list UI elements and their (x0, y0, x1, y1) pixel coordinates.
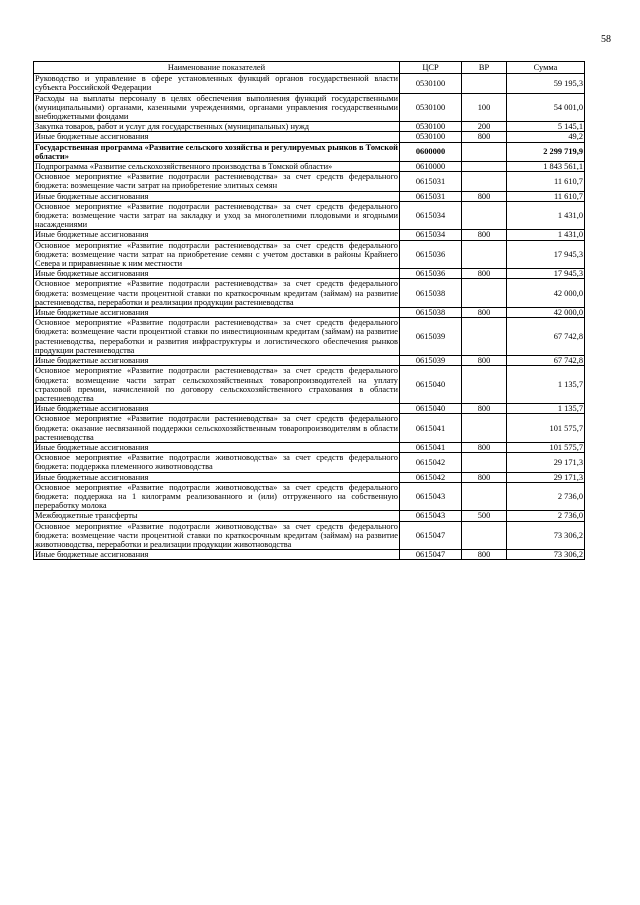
row-csr-cell: 0615047 (400, 550, 462, 560)
table-row (34, 453, 585, 472)
row-csr-cell: 0615034 (400, 230, 462, 240)
table-row (34, 230, 585, 240)
row-name-cell: Иные бюджетные ассигнования (34, 191, 400, 201)
table-row (34, 521, 585, 550)
header-name: Наименование показателей (34, 62, 400, 74)
row-vr-cell (462, 201, 507, 230)
table-row (34, 482, 585, 511)
row-sum-cell: 17 945,3 (507, 240, 585, 269)
row-csr-cell: 0615040 (400, 404, 462, 414)
row-sum-cell: 1 431,0 (507, 201, 585, 230)
row-name-cell: Иные бюджетные ассигнования (34, 308, 400, 318)
page-number: 58 (601, 34, 611, 45)
row-name-cell: Межбюджетные трансферты (34, 511, 400, 521)
row-name-cell: Иные бюджетные ассигнования (34, 230, 400, 240)
row-csr-cell: 0530100 (400, 93, 462, 122)
row-csr-cell: 0615043 (400, 482, 462, 511)
row-csr-cell: 0615041 (400, 414, 462, 443)
row-vr-cell (462, 74, 507, 93)
row-name-cell: Основное мероприятие «Развитие подотрасли животноводства» за счет средств федерального бюджета: возмещение части процентной ставки по краткосрочным кредитам (займам) на развитие животноводства, переработки и реализации продукции животноводства (35, 521, 398, 549)
table-row (34, 122, 585, 132)
row-vr-cell: 100 (462, 93, 507, 122)
row-name-cell: Иные бюджетные ассигнования (34, 132, 400, 142)
row-name-cell: Основное мероприятие «Развитие подотрасли растениеводства» за счет средств федерального бюджета: возмещение части затрат на закладку и уход за многолетними плодовыми и ягодными насаждениями (35, 201, 398, 230)
row-name-cell: Расходы на выплаты персоналу в целях обеспечения выполнения функций государственными (муниципальными) органами, казенными учреждениями, органами управления государственными внебюджетными фондами (35, 93, 398, 122)
row-name-cell: Основное мероприятие «Развитие подотрасли животноводства» за счет средств федерального бюджета: поддержка на 1 килограмм реализованного и (или) отгруженного на собственную переработку молока (35, 482, 398, 511)
row-vr-cell (462, 240, 507, 269)
row-vr-cell: 800 (462, 308, 507, 318)
row-sum-cell: 2 736,0 (507, 511, 585, 521)
row-vr-cell: 200 (462, 122, 507, 132)
table-row (34, 142, 585, 161)
row-csr-cell: 0530100 (400, 122, 462, 132)
row-sum-cell: 101 575,7 (507, 442, 585, 452)
row-csr-cell: 0615034 (400, 201, 462, 230)
row-sum-cell: 17 945,3 (507, 269, 585, 279)
row-vr-cell: 800 (462, 404, 507, 414)
row-vr-cell: 800 (462, 442, 507, 452)
table-row (34, 201, 585, 230)
row-sum-cell: 11 610,7 (507, 172, 585, 191)
row-csr-cell: 0530100 (400, 74, 462, 93)
row-vr-cell (462, 521, 507, 550)
row-name-cell: Основное мероприятие «Развитие подотрасли растениеводства» за счет средств федерального бюджета: возмещение части затрат сельскохозяйственных товаропроизводителей на уплату страховой премии, начисленной по договору сельскохозяйственного страхования в области растениеводства (35, 366, 398, 403)
table-row (34, 550, 585, 560)
row-sum-cell: 54 001,0 (507, 93, 585, 122)
row-csr-cell: 0615036 (400, 269, 462, 279)
row-vr-cell (462, 453, 507, 472)
row-name-cell: Закупка товаров, работ и услуг для государственных (муниципальных) нужд (34, 122, 400, 132)
table-row (34, 404, 585, 414)
row-vr-cell: 500 (462, 511, 507, 521)
header-vr: ВР (462, 62, 507, 74)
row-csr-cell: 0615039 (400, 356, 462, 366)
row-name-cell: Иные бюджетные ассигнования (34, 404, 400, 414)
table-row (34, 172, 585, 191)
table-row (34, 191, 585, 201)
table-row (34, 356, 585, 366)
row-name-cell: Государственная программа «Развитие сельского хозяйства и регулируемых рынков в Томской области» (35, 142, 398, 161)
table-row (34, 442, 585, 452)
row-csr-cell: 0615043 (400, 511, 462, 521)
row-sum-cell: 42 000,0 (507, 308, 585, 318)
table-row (34, 472, 585, 482)
row-vr-cell (462, 162, 507, 172)
row-name-cell: Подпрограмма «Развитие сельскохозяйственного производства в Томской области» (34, 162, 400, 172)
row-sum-cell: 2 299 719,9 (507, 142, 585, 161)
header-sum: Сумма (507, 62, 585, 74)
row-sum-cell: 73 306,2 (507, 550, 585, 560)
row-vr-cell: 800 (462, 356, 507, 366)
row-sum-cell: 42 000,0 (507, 279, 585, 308)
row-csr-cell: 0615042 (400, 453, 462, 472)
row-csr-cell: 0600000 (400, 142, 462, 161)
row-vr-cell (462, 142, 507, 161)
row-vr-cell (462, 172, 507, 191)
row-sum-cell: 1 431,0 (507, 230, 585, 240)
row-sum-cell: 101 575,7 (507, 414, 585, 443)
row-vr-cell (462, 318, 507, 356)
row-vr-cell: 800 (462, 191, 507, 201)
row-sum-cell: 49,2 (507, 132, 585, 142)
row-sum-cell: 67 742,8 (507, 356, 585, 366)
row-vr-cell (462, 279, 507, 308)
row-csr-cell: 0615038 (400, 308, 462, 318)
table-row (34, 318, 585, 356)
row-vr-cell (462, 414, 507, 443)
row-vr-cell: 800 (462, 269, 507, 279)
row-name-cell: Основное мероприятие «Развитие подотрасли животноводства» за счет средств федерального бюджета: поддержка племенного животноводства (35, 453, 398, 472)
table-row (34, 269, 585, 279)
row-sum-cell: 73 306,2 (507, 521, 585, 550)
row-name-cell: Иные бюджетные ассигнования (34, 442, 400, 452)
row-name-cell: Руководство и управление в сфере установленных функций органов государственной власти субъекта Российской Федерации (35, 74, 398, 93)
row-name-cell: Основное мероприятие «Развитие подотрасли растениеводства» за счет средств федерального бюджета: возмещение части затрат на приобретение элитных семян (35, 172, 398, 191)
row-name-cell: Иные бюджетные ассигнования (34, 550, 400, 560)
row-csr-cell: 0615039 (400, 318, 462, 356)
row-vr-cell: 800 (462, 550, 507, 560)
row-name-cell: Иные бюджетные ассигнования (34, 269, 400, 279)
row-csr-cell: 0615042 (400, 472, 462, 482)
row-vr-cell: 800 (462, 230, 507, 240)
row-sum-cell: 1 135,7 (507, 404, 585, 414)
table-body (34, 74, 585, 560)
header-csr: ЦСР (400, 62, 462, 74)
row-sum-cell: 67 742,8 (507, 318, 585, 356)
row-csr-cell: 0530100 (400, 132, 462, 142)
row-sum-cell: 2 736,0 (507, 482, 585, 511)
row-sum-cell: 29 171,3 (507, 453, 585, 472)
row-csr-cell: 0610000 (400, 162, 462, 172)
row-name-cell: Иные бюджетные ассигнования (34, 356, 400, 366)
row-csr-cell: 0615031 (400, 191, 462, 201)
row-name-cell: Иные бюджетные ассигнования (34, 472, 400, 482)
table-row (34, 366, 585, 404)
row-name-cell: Основное мероприятие «Развитие подотрасли растениеводства» за счет средств федерального бюджета: оказание несвязанной поддержки сельскохозяйственным товаропроизводителям в области растениеводства (35, 414, 398, 442)
table-row (34, 240, 585, 269)
row-csr-cell: 0615040 (400, 366, 462, 404)
table-row (34, 511, 585, 521)
table-row (34, 74, 585, 93)
row-vr-cell (462, 482, 507, 511)
row-csr-cell: 0615047 (400, 521, 462, 550)
row-vr-cell: 800 (462, 472, 507, 482)
row-sum-cell: 1 135,7 (507, 366, 585, 404)
table-row (34, 132, 585, 142)
row-sum-cell: 1 843 561,1 (507, 162, 585, 172)
row-csr-cell: 0615036 (400, 240, 462, 269)
table-row (34, 279, 585, 308)
row-sum-cell: 5 145,1 (507, 122, 585, 132)
table-row (34, 162, 585, 172)
row-sum-cell: 11 610,7 (507, 191, 585, 201)
table-row (34, 414, 585, 443)
row-vr-cell (462, 366, 507, 404)
row-csr-cell: 0615038 (400, 279, 462, 308)
table-row (34, 308, 585, 318)
table-row (34, 93, 585, 122)
budget-table (33, 61, 585, 560)
row-sum-cell: 29 171,3 (507, 472, 585, 482)
row-name-cell: Основное мероприятие «Развитие подотрасли растениеводства» за счет средств федерального бюджета: возмещение части затрат на приобретение семян с учетом доставки в районы Крайнего Севера и приравненные к ним местности (35, 240, 398, 269)
row-sum-cell: 59 195,3 (507, 74, 585, 93)
row-name-cell: Основное мероприятие «Развитие подотрасли растениеводства» за счет средств федерального бюджета: возмещение части процентной ставки по инвестиционным кредитам (займам) на развитие растениеводства, переработки и развития инфраструктуры и логистического обеспечения рынков продукции растениеводства (35, 318, 398, 355)
row-csr-cell: 0615031 (400, 172, 462, 191)
table-header-row (34, 62, 585, 74)
row-vr-cell: 800 (462, 132, 507, 142)
row-csr-cell: 0615041 (400, 442, 462, 452)
row-name-cell: Основное мероприятие «Развитие подотрасли растениеводства» за счет средств федерального бюджета: возмещение части процентной ставки по краткосрочным кредитам (займам) на развитие растениеводства, переработки и реализации продукции растениеводства (35, 279, 398, 307)
